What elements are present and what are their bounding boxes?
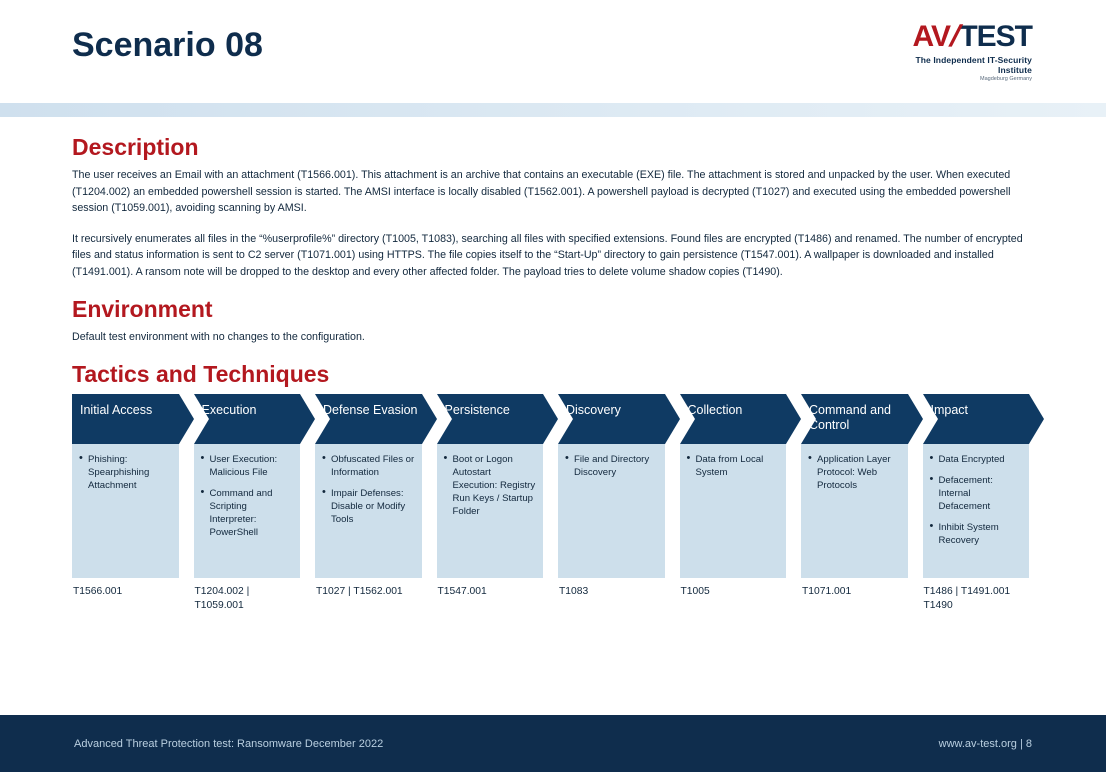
logo-av-text: AV (912, 20, 950, 53)
list-item: • Defacement: Internal Defacement (930, 474, 1024, 513)
list-item: • Phishing: Spearphishing Attachment (79, 453, 173, 492)
logo-slash-icon: / (945, 20, 964, 53)
tactic-techniques (437, 444, 544, 578)
footer-right-text: www.av-test.org | 8 (938, 737, 1032, 750)
tactic-header: Command and Control (801, 394, 908, 444)
tactic-header: Initial Access (72, 394, 179, 444)
list-item: • Boot or Logon Autostart Execution: Registry Run Keys / Startup Folder (444, 453, 538, 518)
description-heading: Description (72, 134, 199, 160)
slide-content (0, 117, 1106, 715)
tactic-ids: T1005 (680, 586, 710, 597)
logo-tagline: The Independent IT-Security Institute (915, 55, 1032, 75)
slide-footer (0, 715, 1106, 772)
tactic-ids: T1071.001 (802, 586, 852, 597)
list-item: • Inhibit System Recovery (930, 521, 1024, 547)
tactic-column-initial-access (72, 394, 179, 613)
list-item: • Obfuscated Files or Information (322, 453, 416, 479)
tactic-column-execution (194, 394, 301, 613)
tactic-header: Impact (923, 394, 1030, 444)
av-test-logo (886, 22, 1032, 82)
tactic-column-defense-evasion (315, 394, 422, 613)
tactic-header: Execution (194, 394, 301, 444)
environment-text: Default test environment with no changes to the configuration. (72, 331, 365, 343)
tactics-heading: Tactics and Techniques (72, 361, 330, 387)
tactic-ids: T1204.002 | T1059.001 (194, 586, 250, 611)
tactics-table (72, 394, 1032, 613)
tactic-techniques (558, 444, 665, 578)
logo-test-text: TEST (959, 20, 1032, 53)
logo-location: Magdeburg Germany (980, 76, 1032, 82)
list-item: • User Execution: Malicious File (201, 453, 295, 479)
tactic-column-command-and-control (801, 394, 908, 613)
logo-wordmark (886, 22, 1032, 52)
tactic-ids: T1547.001 (437, 586, 487, 597)
tactic-techniques (72, 444, 179, 578)
tactic-techniques (680, 444, 787, 578)
tactic-header: Collection (680, 394, 787, 444)
footer-left-text: Advanced Threat Protection test: Ransomware December 2022 (74, 737, 384, 750)
list-item: • Application Layer Protocol: Web Protocols (808, 453, 902, 492)
tactic-ids: T1027 | T1562.001 (316, 586, 403, 597)
tactic-techniques (315, 444, 422, 578)
list-item: • Impair Defenses: Disable or Modify Tools (322, 487, 416, 526)
tactic-techniques (923, 444, 1030, 578)
tactic-header: Persistence (437, 394, 544, 444)
tactic-techniques (194, 444, 301, 578)
description-paragraph-1: The user receives an Email with an attachment (T1566.001). This attachment is an archive that contains an executable (EXE) file. The attachment is stored and unpacked by the user. When executed (T1204.002) an embedded powershell session is started. The AMSI interface is locally disabled (T1562.001). A powershell payload is decrypted (T1027) and executed using the embedded powershell session (T1059.001), avoiding scanning by AMSI. (72, 169, 1011, 214)
list-item: • Data from Local System (687, 453, 781, 479)
environment-heading: Environment (72, 296, 213, 322)
list-item: • Command and Scripting Interpreter: PowerShell (201, 487, 295, 539)
tactic-column-impact (923, 394, 1030, 613)
list-item: • File and Directory Discovery (565, 453, 659, 479)
tactic-ids: T1083 (559, 586, 589, 597)
tactic-ids: T1486 | T1491.001 T1490 (923, 586, 1011, 611)
tactic-header: Defense Evasion (315, 394, 422, 444)
slide-header (0, 0, 1106, 103)
tactic-column-discovery (558, 394, 665, 613)
header-gradient-divider (0, 103, 1106, 117)
description-paragraph-2: It recursively enumerates all files in the “%userprofile%” directory (T1005, T1083), searching all files with specified extensions. Found files are encrypted (T1486) and renamed. The number of encrypted files and status information is sent to C2 server (T1071.001) using HTTPS. The file copies itself to the “Start-Up” directory to gain persistence (T1547.001). A wallpaper is downloaded and installed (T1491.001). A ransom note will be dropped to the desktop and every other affected folder. The payload tries to delete volume shadow copies (T1490). (72, 232, 1023, 278)
tactic-column-persistence (437, 394, 544, 613)
list-item: • Data Encrypted (930, 453, 1024, 466)
tactic-ids: T1566.001 (73, 586, 123, 597)
tactic-header: Discovery (558, 394, 665, 444)
tactic-column-collection (680, 394, 787, 613)
page-title: Scenario 08 (72, 26, 263, 64)
tactic-techniques (801, 444, 908, 578)
